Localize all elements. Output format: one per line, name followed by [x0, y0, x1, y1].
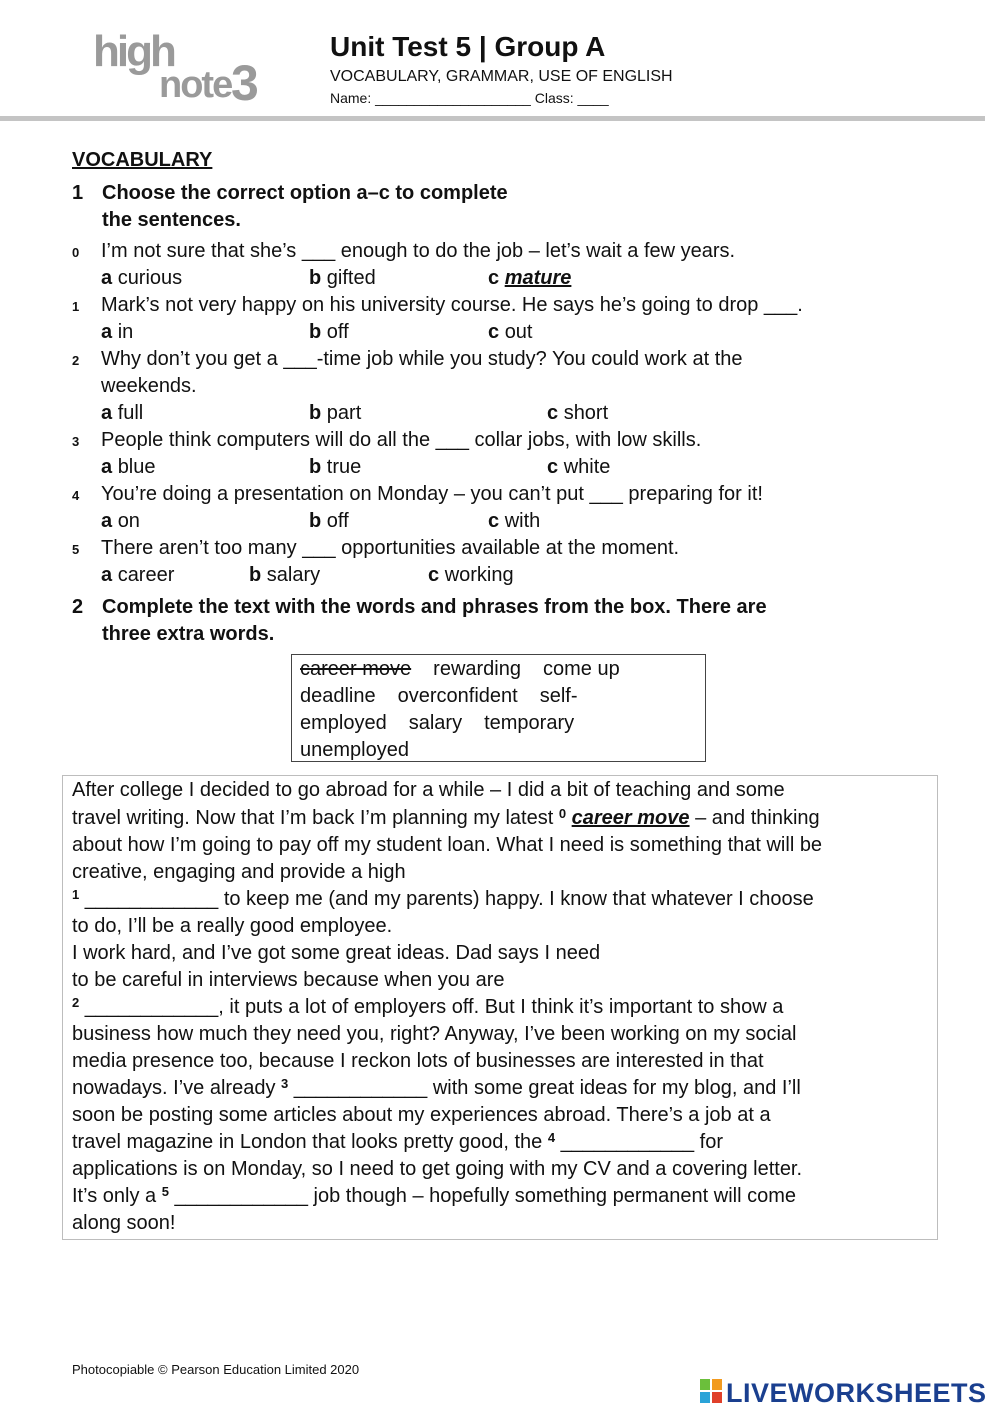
task-2-instruction — [72, 594, 952, 650]
word-item[interactable]: come up — [542, 658, 620, 680]
page-title: Unit Test 5 | Group A — [330, 31, 606, 62]
question-number: 0 — [72, 245, 80, 260]
task-text-line: three extra words. — [102, 623, 275, 645]
text-line: creative, engaging and provide a high — [72, 861, 406, 883]
word-box-line — [300, 737, 697, 764]
text-line: applications is on Monday, so I need to get going with my CV and a covering letter. — [72, 1158, 803, 1180]
word-item[interactable]: deadline — [300, 685, 376, 707]
option-c[interactable]: c with — [488, 510, 541, 532]
option-c[interactable]: c out — [488, 321, 533, 343]
copyright-footer: Photocopiable © Pearson Education Limited 2020 — [72, 1362, 360, 1377]
option-a[interactable]: a in — [101, 321, 134, 343]
gap-number: 5 — [161, 1184, 169, 1199]
word-item-example: career move — [300, 658, 412, 680]
class-label: Class: — [534, 90, 574, 106]
question-text: You’re doing a presentation on Monday – you can’t put ___ preparing for it! — [101, 483, 763, 505]
option-b[interactable]: b gifted — [309, 267, 376, 289]
gap-number: 2 — [72, 995, 80, 1010]
word-item[interactable]: temporary — [484, 712, 575, 734]
text-line: to do, I’ll be a really good employee. — [72, 915, 393, 937]
task-number: 2 — [72, 596, 84, 618]
logo-high-text: high — [93, 27, 174, 76]
question-number: 5 — [72, 542, 80, 557]
question-text: There aren’t too many ___ opportunities available at the moment. — [101, 537, 680, 559]
example-answer: career move — [571, 807, 690, 829]
option-c[interactable]: c white — [547, 456, 611, 478]
text-line-gap-4[interactable]: travel magazine in London that looks pretty good, the $^4$ ____________ for — [72, 1130, 724, 1153]
question-text: People think computers will do all the ___ collar jobs, with low skills. — [101, 429, 702, 451]
task-1-instruction — [72, 180, 932, 236]
text-line: to be careful in interviews because when you are — [72, 969, 505, 991]
liveworksheets-wordmark: LIVEWORKSHEETS — [726, 1378, 987, 1408]
option-a[interactable]: a full — [101, 402, 144, 424]
class-blank[interactable]: ____ — [577, 90, 609, 106]
logo-number: 3 — [231, 55, 259, 111]
text-line: soon be posting some articles about my experiences abroad. There’s a job at a — [72, 1104, 771, 1126]
word-box-line — [300, 656, 697, 683]
option-b[interactable]: b off — [309, 321, 349, 343]
option-b[interactable]: b salary — [249, 564, 321, 586]
word-item[interactable]: overconfident — [397, 685, 518, 707]
header-divider — [0, 116, 985, 121]
option-b[interactable]: b true — [309, 456, 362, 478]
name-blank[interactable]: ____________________ — [375, 90, 531, 106]
option-a[interactable]: a career — [101, 564, 175, 586]
question-text-continued: weekends. — [101, 375, 197, 397]
text-line-gap-1[interactable]: $^1$ ____________ to keep me (and my parents) happy. I know that whatever I choose — [72, 887, 814, 910]
word-item[interactable]: unemployed — [300, 739, 409, 761]
question-text: I’m not sure that she’s ___ enough to do the job – let’s wait a few years. — [101, 240, 736, 262]
text-line: along soon! — [72, 1212, 176, 1234]
text-line: After college I decided to go abroad for a while – I did a bit of teaching and some — [72, 779, 785, 801]
word-item[interactable]: self- — [539, 685, 578, 707]
name-label: Name: — [330, 90, 372, 106]
gap-number: 3 — [281, 1076, 289, 1091]
logo-note-text: note — [159, 64, 232, 106]
word-box-line — [300, 683, 697, 710]
question-text: Why don’t you get a ___-time job while you study? You could work at the — [101, 348, 743, 370]
page-subtitle: VOCABULARY, GRAMMAR, USE OF ENGLISH — [330, 68, 673, 85]
question-number: 4 — [72, 488, 80, 503]
question-number: 2 — [72, 353, 80, 368]
option-c[interactable]: c short — [547, 402, 609, 424]
text-line: media presence too, because I reckon lots of businesses are interested in that — [72, 1050, 764, 1072]
name-class-line — [330, 89, 609, 107]
option-b[interactable]: b part — [309, 402, 362, 424]
word-item[interactable]: salary — [408, 712, 463, 734]
text-line-gap-2[interactable]: $^2$ ____________, it puts a lot of employers off. But I think it’s important to show a — [72, 995, 784, 1018]
text-line: I work hard, and I’ve got some great ideas. Dad says I need — [72, 942, 601, 964]
gap-number: 0 — [558, 806, 567, 821]
gap-number: 4 — [547, 1130, 556, 1145]
task-text-line: the sentences. — [102, 209, 241, 231]
word-item[interactable]: rewarding — [433, 658, 521, 680]
gap-number: 1 — [72, 887, 80, 902]
option-a[interactable]: a on — [101, 510, 140, 532]
word-box — [291, 654, 706, 762]
text-line-gap-3[interactable]: nowadays. I’ve already $^3$ ____________ with some great ideas for my blog, and I’ll — [72, 1076, 801, 1099]
task-number: 1 — [72, 182, 84, 204]
task-text-line: Choose the correct option a–c to complete — [102, 182, 508, 204]
text-line-gap-5[interactable]: It’s only a $^5$ ____________ job though – hopefully something permanent will come — [72, 1184, 797, 1207]
option-a[interactable]: a blue — [101, 456, 156, 478]
text-line: travel writing. Now that I’m back I’m planning my latest $^0$ career move – and thinking — [72, 806, 820, 829]
option-b[interactable]: b off — [309, 510, 349, 532]
option-c[interactable]: c working — [428, 564, 514, 586]
word-item[interactable]: employed — [300, 712, 387, 734]
high-note-logo — [93, 27, 273, 112]
question-number: 1 — [72, 299, 80, 314]
text-line: business how much they need you, right? Anyway, I’ve been working on my social — [72, 1023, 797, 1045]
word-box-line — [300, 710, 697, 737]
liveworksheets-logo-icon — [700, 1379, 722, 1403]
task-text-line: Complete the text with the words and phrases from the box. There are — [102, 596, 767, 618]
text-line: about how I’m going to pay off my student loan. What I need is something that will be — [72, 834, 823, 856]
option-c-answer[interactable]: c mature — [488, 267, 572, 289]
section-title: VOCABULARY — [72, 149, 213, 171]
question-number: 3 — [72, 434, 80, 449]
question-text: Mark’s not very happy on his university course. He says he’s going to drop ___. — [101, 294, 803, 316]
option-a[interactable]: a curious — [101, 267, 183, 289]
